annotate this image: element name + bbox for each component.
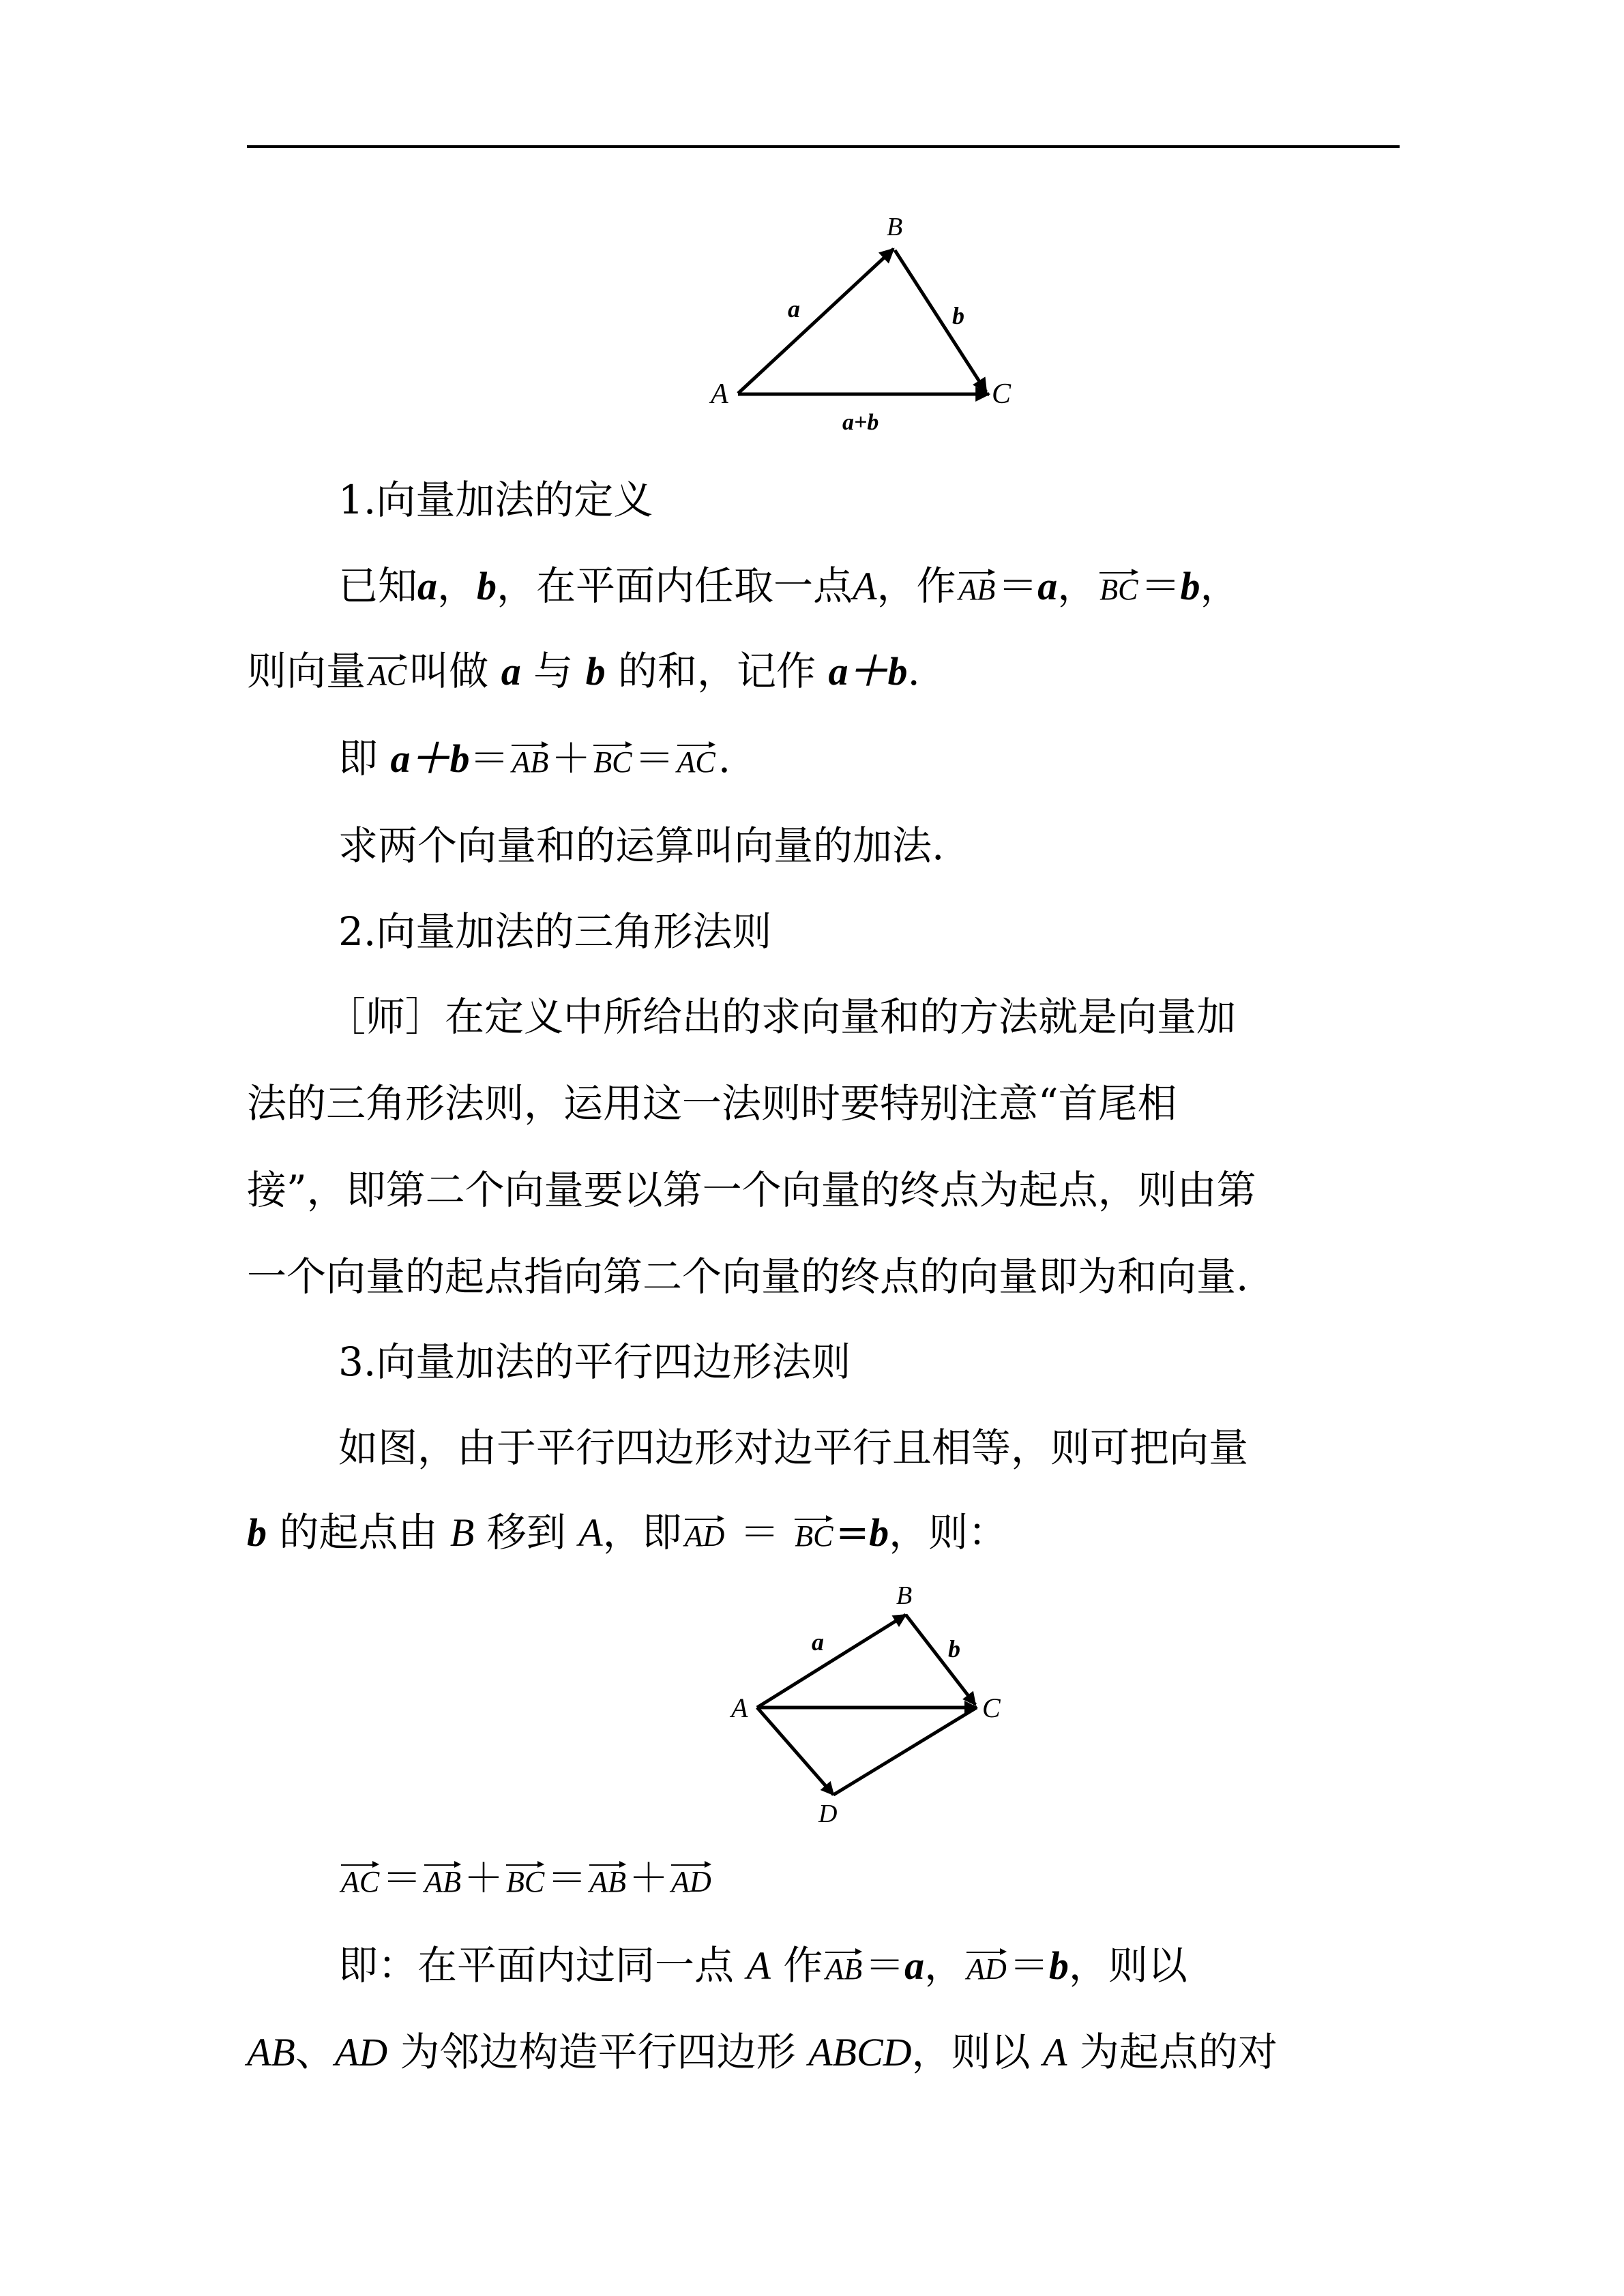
parallelogram-equation: AC＝AB＋BC＝AB＋AD <box>341 1855 711 1901</box>
vector-AD: AD <box>966 1949 1007 1984</box>
definition-formula: 即 a＋b＝AB＋BC＝AC. <box>338 735 731 781</box>
label-B: B <box>887 215 903 241</box>
segment-dc <box>833 1708 977 1795</box>
header-rule <box>247 145 1400 148</box>
section-3-title: 3.向量加法的平行四边形法则 <box>338 1339 851 1385</box>
vector-AC: AC <box>368 655 407 690</box>
vector-AD: AD <box>685 1516 725 1551</box>
parallelogram-text-3: 即：在平面内过同一点 A 作AB＝a，AD＝b，则以 <box>338 1942 1187 1988</box>
vector-bc <box>906 1615 975 1705</box>
label-D: D <box>818 1800 838 1828</box>
label-A: A <box>711 378 728 410</box>
label-B: B <box>896 1582 913 1610</box>
vector-AC: AC <box>677 742 715 777</box>
vector-AB: AB <box>959 569 996 605</box>
parallelogram-text-4: AB、AD 为邻边构造平行四边形 ABCD，则以 A 为起点的对 <box>247 2029 1278 2075</box>
triangle-rule-text-2: 法的三角形法则，运用这一法则时要特别注意“首尾相 <box>247 1080 1177 1127</box>
vector-AB: AB <box>512 742 548 777</box>
triangle-rule-figure <box>703 215 1030 440</box>
parallelogram-text-1: 如图，由于平行四边形对边平行且相等，则可把向量 <box>338 1425 1249 1471</box>
vector-AB: AB <box>424 1862 461 1897</box>
triangle-rule-text-3: 接”，即第二个向量要以第一个向量的终点为起点，则由第 <box>247 1167 1256 1213</box>
triangle-rule-text-4: 一个向量的起点指向第二个向量的终点的向量即为和向量. <box>247 1253 1249 1300</box>
label-A: A <box>731 1693 748 1723</box>
vector-ab <box>757 1615 906 1708</box>
triangle-rule-text-1: ［师］在定义中所给出的求向量和的方法就是向量加 <box>326 994 1237 1040</box>
vector-AB: AB <box>825 1949 862 1984</box>
vector-BC: BC <box>795 1516 833 1551</box>
vector-bc <box>895 250 986 392</box>
label-a: a <box>812 1628 824 1656</box>
vector-AD: AD <box>671 1862 711 1897</box>
section-1-title: 1.向量加法的定义 <box>338 477 653 523</box>
definition-summary: 求两个向量和的运算叫向量的加法. <box>338 822 945 869</box>
vector-BC: BC <box>593 742 632 777</box>
vector-ab <box>738 249 894 393</box>
label-C: C <box>992 378 1012 410</box>
label-b: b <box>948 1635 960 1663</box>
section-2-title: 2.向量加法的三角形法则 <box>338 908 772 955</box>
parallelogram-text-2: b 的起点由 B 移到 A，即AD ＝ BC=b，则： <box>247 1509 1008 1555</box>
label-a: a <box>788 295 800 323</box>
vector-ad <box>757 1708 833 1795</box>
vector-BC: BC <box>506 1862 544 1897</box>
label-C: C <box>982 1693 1001 1723</box>
label-a-plus-b: a+b <box>842 410 879 435</box>
definition-line-2: 则向量AC叫做 a 与 b 的和，记作 a＋b. <box>247 648 920 694</box>
definition-line-1: 已知a，b，在平面内任取一点A，作AB＝a，BC＝b， <box>338 563 1240 609</box>
label-b: b <box>952 302 964 329</box>
vector-AC: AC <box>341 1862 379 1897</box>
vector-BC: BC <box>1099 569 1138 605</box>
parallelogram-rule-figure <box>723 1582 1016 1828</box>
vector-AB: AB <box>589 1862 626 1897</box>
